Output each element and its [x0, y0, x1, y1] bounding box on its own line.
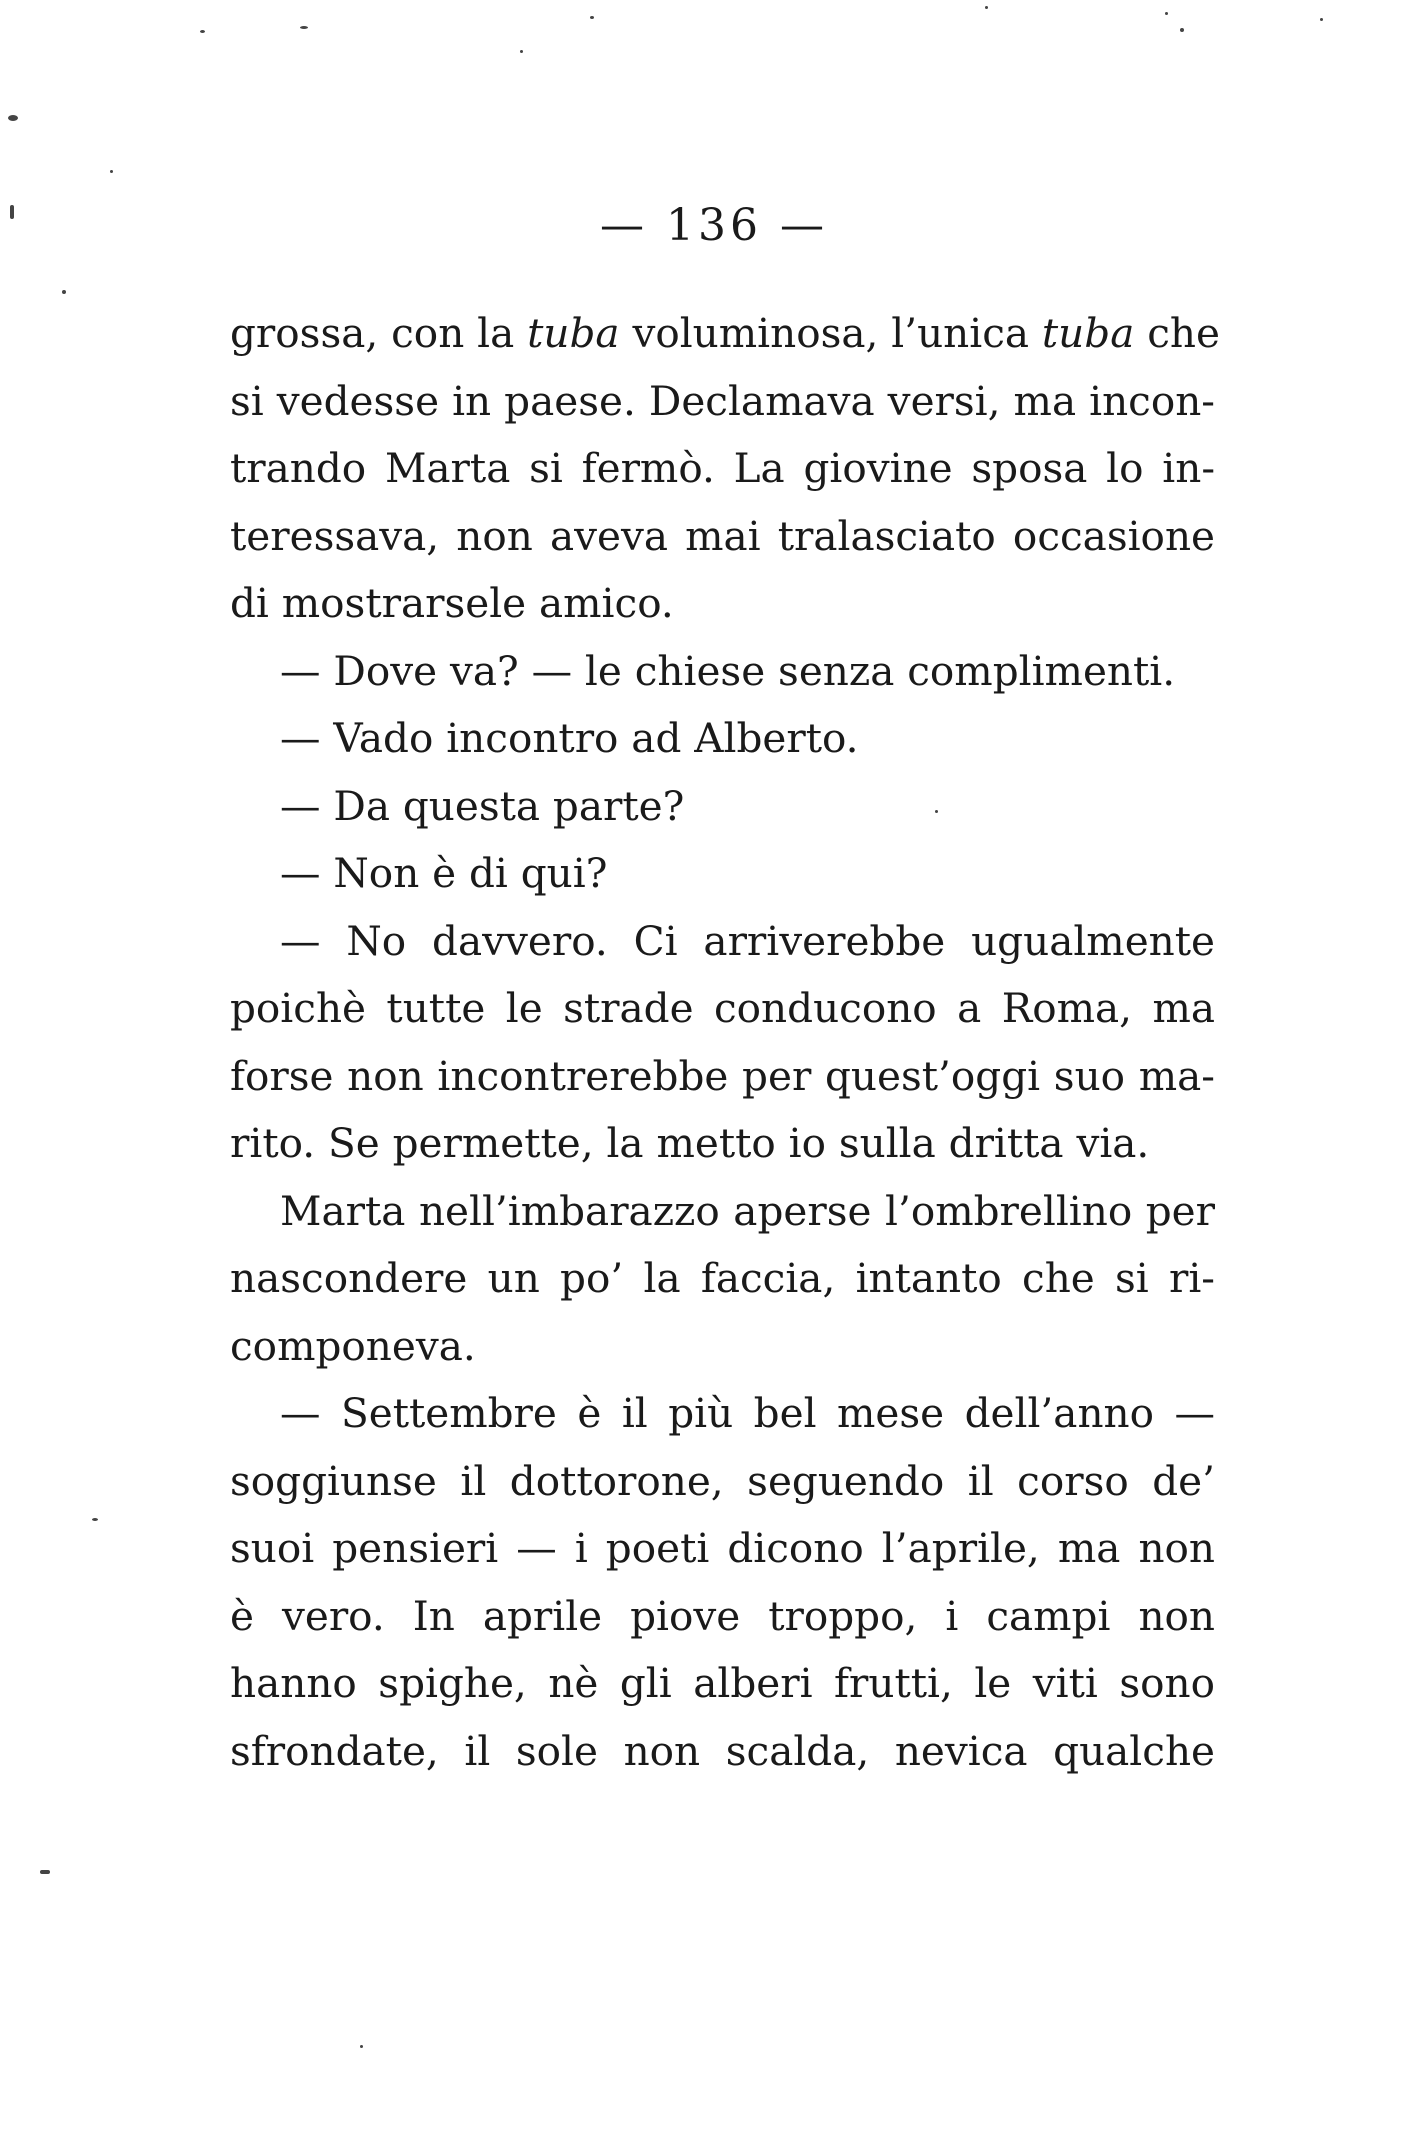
scan-speck — [110, 170, 113, 173]
scan-speck — [360, 2045, 363, 2048]
dialog-line-8: — Da questa parte? — [280, 781, 685, 830]
scan-speck — [62, 290, 66, 294]
text-run: voluminosa, l’unica — [619, 309, 1042, 357]
dialog-line-17: — Settembre è il più bel mese dell’anno — — [280, 1389, 1215, 1437]
scan-speck — [935, 810, 938, 813]
scan-speck — [92, 1518, 98, 1521]
italic-word: tuba — [1041, 309, 1135, 357]
scan-speck — [520, 50, 523, 53]
scan-speck — [1165, 12, 1168, 15]
text-line-16: componeva. — [230, 1321, 476, 1370]
scan-speck — [40, 1870, 50, 1874]
text-line-1 — [230, 300, 1220, 368]
text-line-21: hanno spighe, nè gli alberi frutti, le viti sono — [230, 1659, 1215, 1707]
scan-speck — [300, 26, 308, 29]
dialog-line-6: — Dove va? — le chiese senza complimenti. — [280, 646, 1176, 695]
text-line-18: soggiunse il dottorone, seguendo il corso de’ — [230, 1456, 1215, 1505]
page-number: — 136 — — [600, 200, 828, 251]
scan-speck — [200, 30, 205, 33]
dialog-line-10: — No davvero. Ci arriverebbe ugualmente — [280, 916, 1215, 965]
scan-speck — [1320, 18, 1323, 21]
italic-word: tuba — [527, 309, 620, 357]
text-line-13: rito. Se permette, la metto io sulla dritta via. — [230, 1119, 1150, 1167]
dialog-line-7: — Vado incontro ad Alberto. — [280, 714, 859, 762]
text-line-15: nascondere un po’ la faccia, intanto che si ri- — [230, 1254, 1215, 1302]
body-text — [230, 300, 1220, 1785]
text-line-11: poichè tutte le strade conducono a Roma, ma — [230, 984, 1215, 1032]
text-line-3: trando Marta si fermò. La giovine sposa lo in- — [230, 444, 1215, 492]
text-line-12: forse non incontrerebbe per quest’oggi suo ma- — [230, 1051, 1215, 1100]
text-line-5: di mostrarsele amico. — [230, 579, 674, 627]
scan-speck — [590, 16, 594, 19]
text-run: che — [1134, 309, 1220, 357]
scan-speck — [10, 205, 14, 219]
scan-speck — [8, 115, 18, 121]
text-line-19: suoi pensieri — i poeti dicono l’aprile, ma non — [230, 1524, 1215, 1572]
text-line-20: è vero. In aprile piove troppo, i campi non — [230, 1591, 1215, 1640]
text-run: grossa, con la — [230, 309, 528, 357]
scan-speck — [1180, 28, 1184, 32]
scan-speck — [985, 6, 988, 9]
text-line-2: si vedesse in paese. Declamava versi, ma incon- — [230, 376, 1215, 425]
text-line-22: sfrondate, il sole non scalda, nevica qualche — [230, 1726, 1215, 1775]
text-line-14: Marta nell’imbarazzo aperse l’ombrellino per — [280, 1186, 1215, 1235]
text-line-4: teressava, non aveva mai tralasciato occasione — [230, 511, 1215, 560]
dialog-line-9: — Non è di qui? — [280, 849, 608, 897]
